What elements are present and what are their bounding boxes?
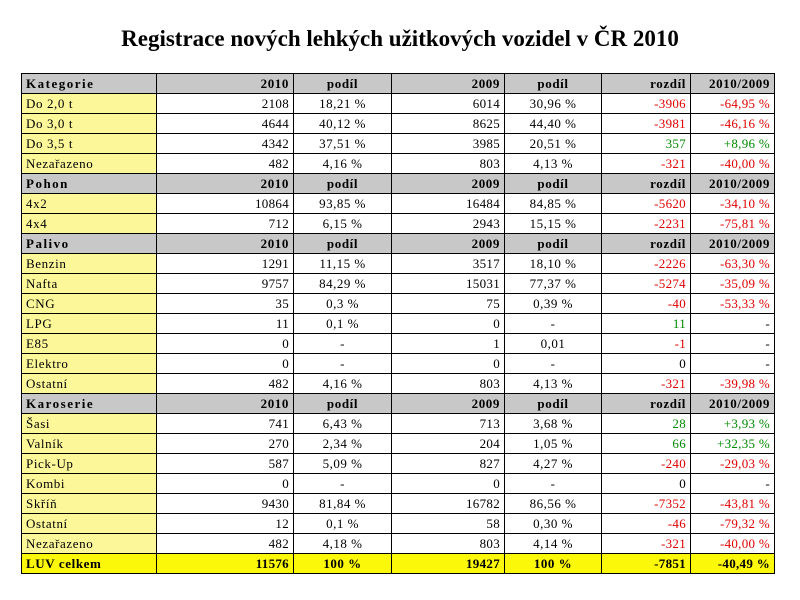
total-row [22,554,775,574]
ratio-2010-2009: - [691,334,775,354]
share-2009: 84,85 % [505,194,602,214]
ratio-2010-2009: -75,81 % [691,214,775,234]
share-2009: 77,37 % [505,274,602,294]
difference: -5274 [602,274,691,294]
difference: -7352 [602,494,691,514]
column-header-share-2010: podíl [294,174,392,194]
row-label: 4x4 [22,214,157,234]
share-2009: 0,39 % [505,294,602,314]
section-header-row [22,394,775,414]
section-title: Pohon [22,174,157,194]
row-label: Kombi [22,474,157,494]
share-2010: 6,43 % [294,414,392,434]
table-row [22,294,775,314]
ratio-2010-2009: -35,09 % [691,274,775,294]
row-label: 4x2 [22,194,157,214]
section-title: Karoserie [22,394,157,414]
share-2010: 0,3 % [294,294,392,314]
column-header-share-2010: podíl [294,234,392,254]
difference: -3981 [602,114,691,134]
share-2010: - [294,354,392,374]
count-2009: 3985 [392,134,505,154]
share-2009: - [505,314,602,334]
share-2009: 0,01 [505,334,602,354]
ratio-2010-2009: -46,16 % [691,114,775,134]
difference: -40 [602,294,691,314]
column-header-share-2009: podíl [505,234,602,254]
count-2010: 35 [157,294,294,314]
share-2010: 40,12 % [294,114,392,134]
section-header-row [22,74,775,94]
count-2010: 0 [157,334,294,354]
row-label: Skříň [22,494,157,514]
share-2009: 4,13 % [505,154,602,174]
count-2009: 803 [392,534,505,554]
ratio-2010-2009: +32,35 % [691,434,775,454]
column-header-share-2010: podíl [294,394,392,414]
difference: -3906 [602,94,691,114]
count-2010: 1291 [157,254,294,274]
difference: -240 [602,454,691,474]
row-label: CNG [22,294,157,314]
ratio-2010-2009: - [691,314,775,334]
column-header-2009: 2009 [392,394,505,414]
section-title: Palivo [22,234,157,254]
total-share-2009: 100 % [505,554,602,574]
count-2010: 482 [157,374,294,394]
difference: -321 [602,534,691,554]
column-header-difference: rozdíl [602,74,691,94]
count-2010: 9757 [157,274,294,294]
column-header-share-2010: podíl [294,74,392,94]
ratio-2010-2009: - [691,354,775,374]
row-label: Pick-Up [22,454,157,474]
ratio-2010-2009: -79,32 % [691,514,775,534]
share-2010: 6,15 % [294,214,392,234]
count-2010: 4342 [157,134,294,154]
row-label: Valník [22,434,157,454]
share-2010: 18,21 % [294,94,392,114]
column-header-2010: 2010 [157,74,294,94]
count-2009: 204 [392,434,505,454]
ratio-2010-2009: +8,96 % [691,134,775,154]
count-2009: 3517 [392,254,505,274]
column-header-2009: 2009 [392,74,505,94]
share-2009: 30,96 % [505,94,602,114]
table-row [22,434,775,454]
total-difference: -7851 [602,554,691,574]
difference: -46 [602,514,691,534]
share-2009: 4,13 % [505,374,602,394]
ratio-2010-2009: -34,10 % [691,194,775,214]
column-header-ratio: 2010/2009 [691,174,775,194]
count-2010: 11 [157,314,294,334]
count-2010: 10864 [157,194,294,214]
page-title: Registrace nových lehkých užitkových vozidel v ČR 2010 [121,26,679,51]
count-2009: 16484 [392,194,505,214]
total-label: LUV celkem [22,554,157,574]
difference: -1 [602,334,691,354]
share-2010: 11,15 % [294,254,392,274]
table-row [22,354,775,374]
share-2009: 4,27 % [505,454,602,474]
count-2010: 712 [157,214,294,234]
row-label: Do 2,0 t [22,94,157,114]
share-2010: 81,84 % [294,494,392,514]
count-2009: 16782 [392,494,505,514]
total-share-2010: 100 % [294,554,392,574]
share-2009: - [505,354,602,374]
count-2010: 4644 [157,114,294,134]
column-header-share-2009: podíl [505,394,602,414]
count-2009: 2943 [392,214,505,234]
table-row [22,274,775,294]
row-label: E85 [22,334,157,354]
table-row [22,114,775,134]
ratio-2010-2009: - [691,474,775,494]
column-header-share-2009: podíl [505,74,602,94]
registration-table [21,73,775,574]
column-header-ratio: 2010/2009 [691,234,775,254]
count-2009: 803 [392,154,505,174]
share-2010: 0,1 % [294,314,392,334]
share-2009: 0,30 % [505,514,602,534]
table-row [22,154,775,174]
share-2010: 37,51 % [294,134,392,154]
row-label: Ostatní [22,374,157,394]
share-2010: 84,29 % [294,274,392,294]
column-header-ratio: 2010/2009 [691,394,775,414]
row-label: Benzin [22,254,157,274]
count-2009: 713 [392,414,505,434]
row-label: Elektro [22,354,157,374]
column-header-ratio: 2010/2009 [691,74,775,94]
difference: 66 [602,434,691,454]
count-2010: 2108 [157,94,294,114]
share-2009: 4,14 % [505,534,602,554]
column-header-2009: 2009 [392,174,505,194]
difference: 11 [602,314,691,334]
section-header-row [22,234,775,254]
column-header-difference: rozdíl [602,394,691,414]
count-2010: 741 [157,414,294,434]
column-header-difference: rozdíl [602,234,691,254]
ratio-2010-2009: -40,00 % [691,154,775,174]
count-2010: 270 [157,434,294,454]
share-2009: 18,10 % [505,254,602,274]
share-2010: 2,34 % [294,434,392,454]
count-2010: 587 [157,454,294,474]
table-row [22,214,775,234]
count-2009: 1 [392,334,505,354]
share-2010: 0,1 % [294,514,392,534]
difference: -2226 [602,254,691,274]
ratio-2010-2009: -39,98 % [691,374,775,394]
table-row [22,254,775,274]
section-header-row [22,174,775,194]
table-row [22,494,775,514]
count-2009: 6014 [392,94,505,114]
column-header-2009: 2009 [392,234,505,254]
table-row [22,134,775,154]
column-header-2010: 2010 [157,234,294,254]
total-count-2010: 11576 [157,554,294,574]
column-header-2010: 2010 [157,394,294,414]
count-2010: 482 [157,154,294,174]
ratio-2010-2009: -64,95 % [691,94,775,114]
share-2010: - [294,474,392,494]
column-header-share-2009: podíl [505,174,602,194]
count-2010: 0 [157,354,294,374]
row-label: Do 3,0 t [22,114,157,134]
column-header-difference: rozdíl [602,174,691,194]
count-2009: 803 [392,374,505,394]
table-row [22,314,775,334]
row-label: Nezařazeno [22,154,157,174]
share-2010: 4,18 % [294,534,392,554]
column-header-2010: 2010 [157,174,294,194]
count-2009: 0 [392,354,505,374]
count-2009: 15031 [392,274,505,294]
table-row [22,454,775,474]
table-row [22,334,775,354]
difference: 0 [602,354,691,374]
count-2009: 827 [392,454,505,474]
share-2010: 4,16 % [294,374,392,394]
count-2009: 75 [392,294,505,314]
share-2009: 3,68 % [505,414,602,434]
total-ratio: -40,49 % [691,554,775,574]
section-title: Kategorie [22,74,157,94]
count-2010: 9430 [157,494,294,514]
difference: -321 [602,154,691,174]
total-count-2009: 19427 [392,554,505,574]
count-2010: 482 [157,534,294,554]
row-label: Nafta [22,274,157,294]
share-2009: 1,05 % [505,434,602,454]
ratio-2010-2009: -29,03 % [691,454,775,474]
difference: -2231 [602,214,691,234]
ratio-2010-2009: -53,33 % [691,294,775,314]
row-label: Do 3,5 t [22,134,157,154]
count-2009: 0 [392,314,505,334]
share-2009: 20,51 % [505,134,602,154]
ratio-2010-2009: -63,30 % [691,254,775,274]
ratio-2010-2009: +3,93 % [691,414,775,434]
ratio-2010-2009: -43,81 % [691,494,775,514]
share-2009: 15,15 % [505,214,602,234]
count-2009: 0 [392,474,505,494]
share-2009: 44,40 % [505,114,602,134]
ratio-2010-2009: -40,00 % [691,534,775,554]
difference: 28 [602,414,691,434]
share-2009: 86,56 % [505,494,602,514]
count-2010: 0 [157,474,294,494]
row-label: Ostatní [22,514,157,534]
share-2010: 93,85 % [294,194,392,214]
count-2009: 8625 [392,114,505,134]
table-row [22,94,775,114]
count-2010: 12 [157,514,294,534]
table-row [22,194,775,214]
difference: -5620 [602,194,691,214]
table-row [22,514,775,534]
row-label: Šasi [22,414,157,434]
difference: 0 [602,474,691,494]
share-2009: - [505,474,602,494]
difference: -321 [602,374,691,394]
share-2010: 4,16 % [294,154,392,174]
table-row [22,474,775,494]
table-row [22,414,775,434]
table-row [22,374,775,394]
row-label: Nezařazeno [22,534,157,554]
difference: 357 [602,134,691,154]
share-2010: 5,09 % [294,454,392,474]
count-2009: 58 [392,514,505,534]
table-row [22,534,775,554]
row-label: LPG [22,314,157,334]
share-2010: - [294,334,392,354]
